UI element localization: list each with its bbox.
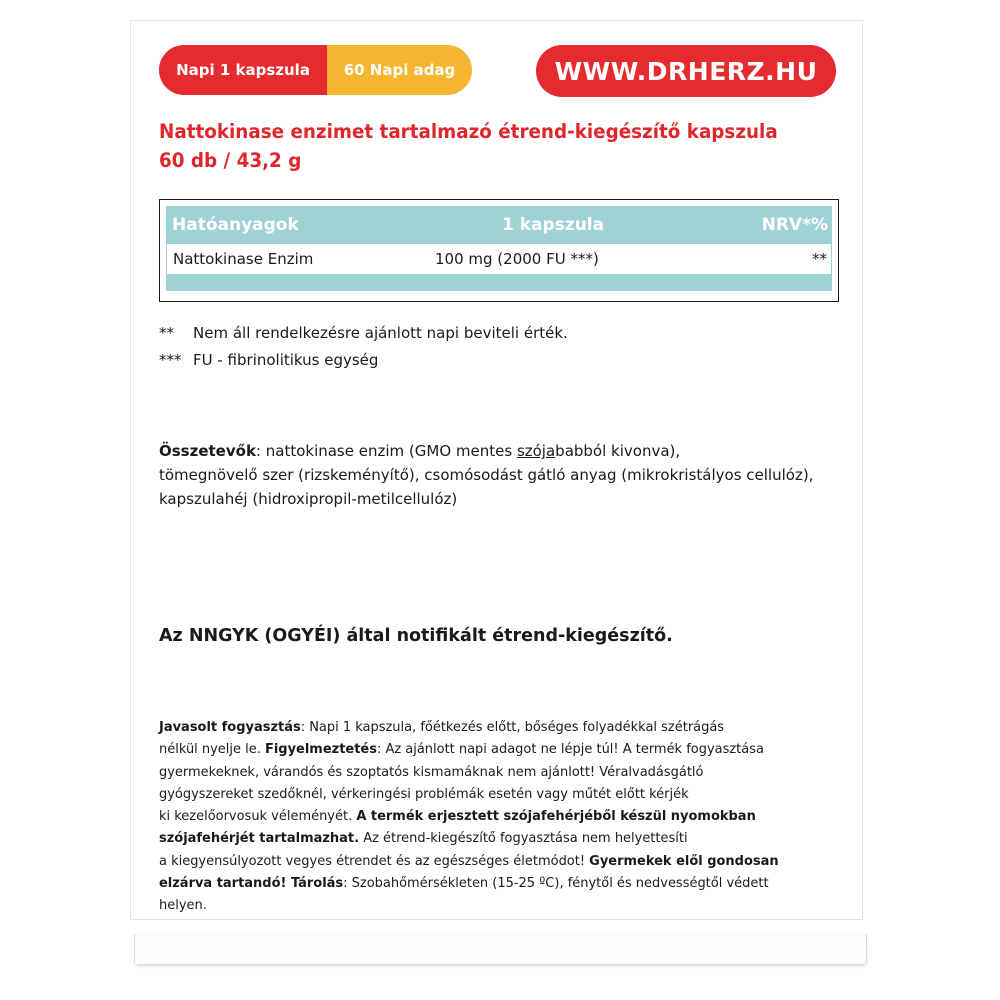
ingredients-section <box>159 439 839 511</box>
ingredients-text: : nattokinase enzim (GMO mentes <box>255 442 517 460</box>
servings-badge: 60 Napi adag <box>327 45 472 95</box>
warning-label: Figyelmeztetés <box>264 741 377 758</box>
header-per-capsule: 1 kapszula <box>502 215 605 235</box>
footnotes <box>159 320 568 374</box>
soy-warning: A termék erjesztett szójafehérjéből készül nyomokban <box>356 808 756 825</box>
footnote-mark: ** <box>159 324 174 342</box>
table-header-row <box>166 206 832 244</box>
usage-line: gyermekeknek, várandós és szoptatós kismamáknak nem ajánlott! Véralvadásgátló <box>159 763 704 780</box>
cell-ingredient-name: Nattokinase Enzim <box>173 250 314 268</box>
active-ingredients-table <box>159 199 839 302</box>
product-title-line2: 60 db / 43,2 g <box>159 149 302 172</box>
usage-warnings-section <box>159 716 808 917</box>
footnote-text: FU - fibrinolitikus egység <box>193 351 379 369</box>
usage-label: Javasolt fogyasztás <box>159 719 301 735</box>
cell-amount: 100 mg (2000 FU ***) <box>435 250 599 268</box>
allergen-soy: szója <box>516 442 556 460</box>
table-row <box>166 244 832 274</box>
header-nrv: NRV*% <box>761 215 828 235</box>
footnote-mark: *** <box>159 351 182 369</box>
footnote-item <box>159 347 568 374</box>
notification-statement: Az NNGYK (OGYÉI) által notifikált étrend-kiegészítő. <box>159 626 673 646</box>
footnote-item <box>159 320 568 347</box>
bottom-edge-strip <box>134 934 867 964</box>
usage-text: a kiegyensúlyozott vegyes étrendet és az egészséges életmódot! <box>159 852 590 869</box>
website-badge[interactable]: WWW.DRHERZ.HU <box>536 45 836 97</box>
usage-line: helyen. <box>159 897 207 914</box>
usage-text: Az étrend-kiegészítő fogyasztása nem helyettesíti <box>359 830 688 847</box>
product-label-panel <box>130 20 863 920</box>
child-warning: Gyermekek elől gondosan <box>589 852 779 869</box>
usage-text: : Szobahőmérsékleten (15-25 ºC), fénytől és nedvességtől védett <box>343 875 769 892</box>
ingredients-line: kapszulahéj (hidroxipropil-metilcellulóz) <box>159 490 458 508</box>
ingredients-label: Összetevők <box>159 442 256 460</box>
ingredients-line: tömegnövelő szer (rizskeményítő), csomósodást gátló anyag (mikrokristályos cellulóz), <box>159 466 814 484</box>
soy-warning: szójafehérjét tartalmazhat. <box>159 830 360 847</box>
storage-label: elzárva tartandó! Tárolás <box>159 875 344 892</box>
dosage-badge <box>159 45 472 95</box>
header-active-ingredients: Hatóanyagok <box>172 215 299 235</box>
cell-nrv: ** <box>812 250 827 268</box>
product-title-line1: Nattokinase enzimet tartalmazó étrend-kiegészítő kapszula <box>159 120 778 143</box>
ingredients-text: babból kivonva), <box>555 442 681 460</box>
usage-text: nélkül nyelje le. <box>159 741 265 758</box>
footnote-text: Nem áll rendelkezésre ajánlott napi beviteli érték. <box>193 324 568 342</box>
usage-text: : Napi 1 kapszula, főétkezés előtt, bőséges folyadékkal szétrágás <box>300 719 725 735</box>
table-footer-bar <box>166 274 832 291</box>
usage-line: gyógyszereket szedőknél, vérkeringési problémák esetén vagy műtét előtt kérjék <box>159 785 689 802</box>
daily-dose-badge: Napi 1 kapszula <box>159 45 327 95</box>
usage-text: ki kezelőorvosuk véleményét. <box>159 808 357 825</box>
product-title <box>159 117 817 175</box>
usage-text: : Az ajánlott napi adagot ne lépje túl! A termék fogyasztása <box>376 741 764 758</box>
